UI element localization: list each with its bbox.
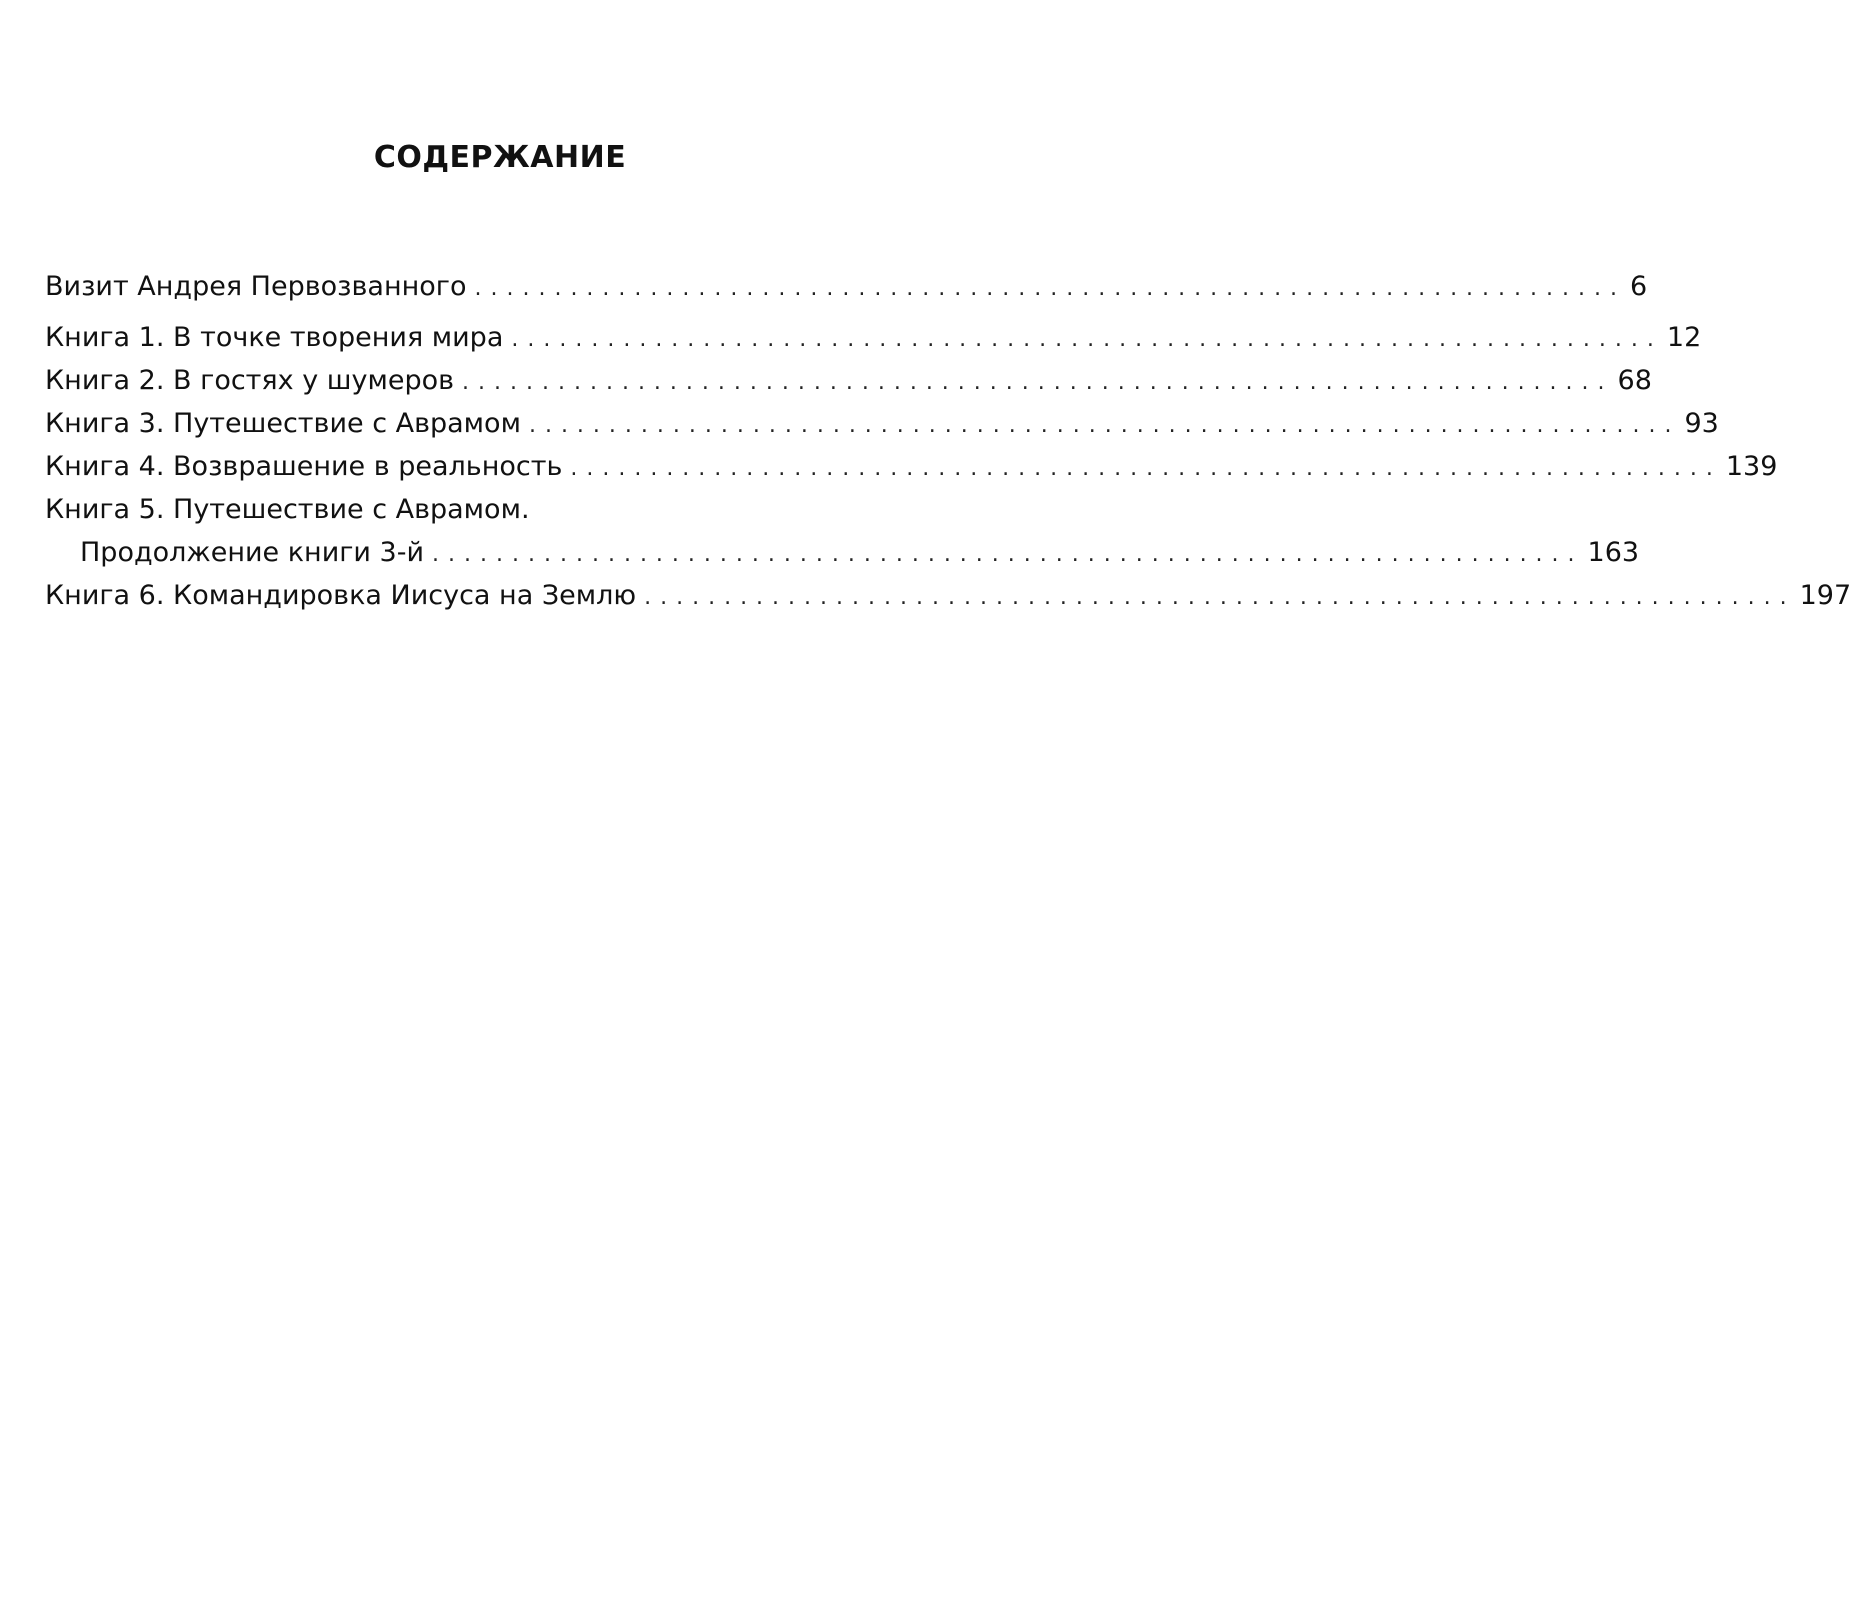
toc-entry-title: Книга 6. Командировка Иисуса на Землю <box>45 580 637 611</box>
toc-entry-title: Визит Андрея Первозванного <box>45 271 467 302</box>
toc-page-number: 6 <box>1630 271 1648 302</box>
table-of-contents <box>45 265 1851 617</box>
toc-dot-leader: ........................................................................ <box>462 370 1614 395</box>
toc-entry-title: Книга 2. В гостях у шумеров <box>45 365 455 396</box>
toc-page-number: 139 <box>1725 451 1778 482</box>
toc-page-number: 68 <box>1617 365 1652 396</box>
toc-dot-leader: ........................................................................ <box>432 542 1584 567</box>
toc-entry-title: Книга 1. В точке творения мира <box>45 322 504 353</box>
toc-page-number: 163 <box>1587 537 1640 568</box>
toc-entry <box>45 445 1778 488</box>
toc-page-number: 93 <box>1684 408 1719 439</box>
toc-dot-leader: ........................................................................ <box>570 456 1722 481</box>
toc-dot-leader: ........................................................................ <box>511 327 1663 352</box>
toc-dot-leader: ........................................................................ <box>528 413 1681 438</box>
toc-entry-title: Книга 4. Возврашение в реальность <box>45 451 563 482</box>
toc-entry-title: Книга 5. Путешествие с Аврамом. <box>45 494 530 525</box>
toc-entry <box>45 359 1652 402</box>
toc-dot-leader: ........................................................................ <box>474 276 1626 301</box>
toc-entry <box>45 402 1719 445</box>
toc-entry-title: Книга 3. Путешествие с Аврамом <box>45 408 521 439</box>
toc-entry <box>45 531 1640 574</box>
toc-page-number: 12 <box>1666 322 1702 353</box>
toc-entry <box>45 316 1702 359</box>
toc-entry <box>45 488 913 531</box>
toc-entry <box>45 265 1648 308</box>
page-title: СОДЕРЖАНИЕ <box>373 140 627 175</box>
toc-dot-leader: ........................................................................ <box>644 585 1796 610</box>
toc-entry <box>45 574 1851 617</box>
toc-entry-title: Продолжение книги 3-й <box>80 537 425 568</box>
toc-page-number: 197 <box>1799 580 1851 611</box>
